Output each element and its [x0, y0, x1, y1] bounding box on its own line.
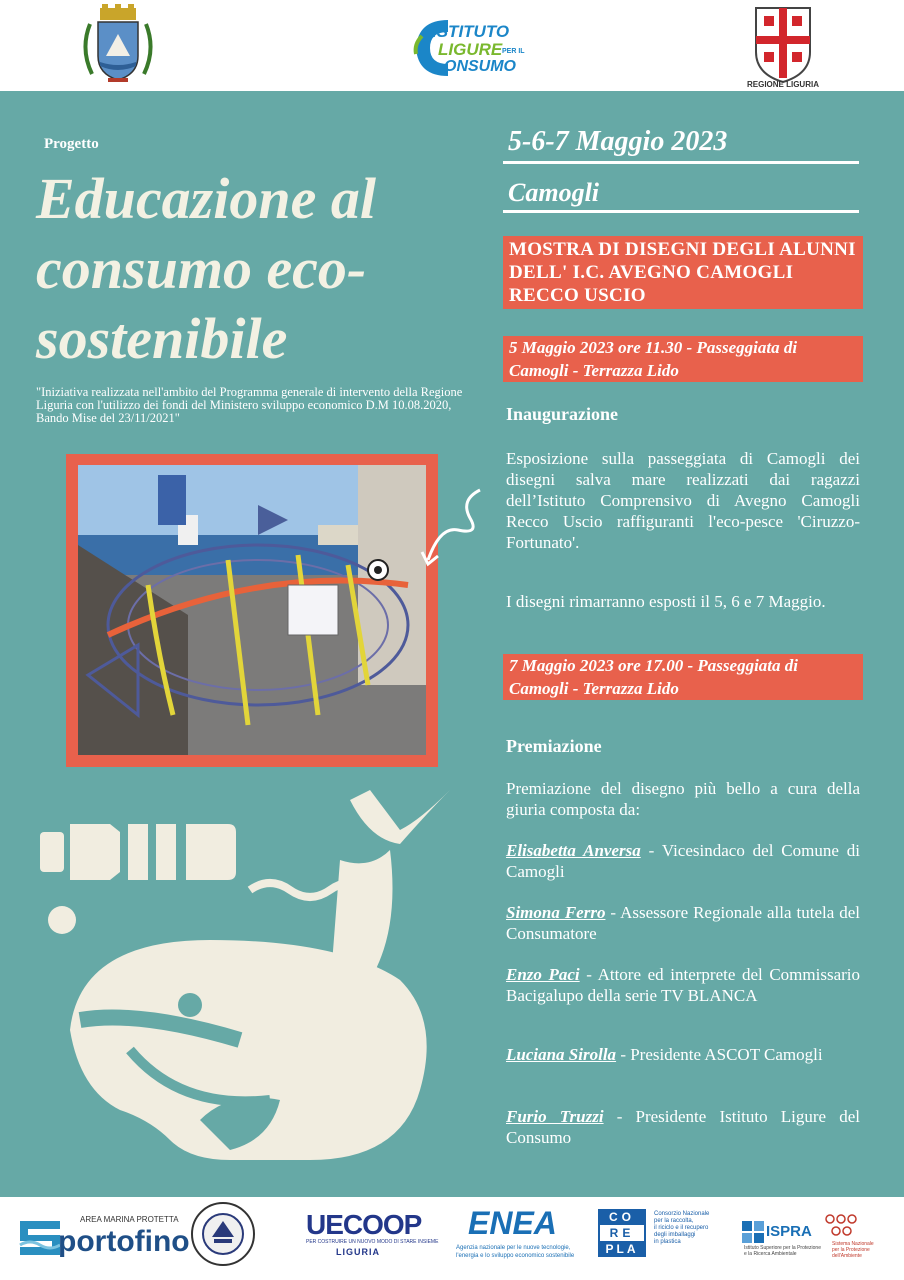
- enea-tagline-2: l'energia e lo sviluppo economico sostenibile: [456, 1253, 575, 1259]
- ilc-line3: ONSUMO: [444, 58, 516, 75]
- portofino-wave-icon: [18, 1215, 62, 1257]
- snpa-tagline: [832, 1241, 874, 1259]
- jury-member: [506, 840, 860, 882]
- jury-member: [506, 1044, 860, 1065]
- ispra-tagline: [744, 1245, 821, 1257]
- eco-fish-sculpture-photo: [78, 465, 426, 755]
- corepla-desc-line: in plastica: [654, 1239, 681, 1245]
- ispra-tag-line: Istituto Superiore per la Protezione: [744, 1245, 821, 1251]
- jury-member-name: Enzo Paci: [506, 965, 580, 984]
- section-premiazione: Premiazione: [506, 736, 602, 756]
- jury-member: [506, 1106, 860, 1148]
- istituto-ligure-consumo-logo: [408, 14, 538, 80]
- exhibit-description: Esposizione sulla passeggiata di Camogli dei disegni salva mare realizzati dai ragazzi dell’Istituto Comprensivo di Avegno Camogli Recco Uscio raffiguranti l'eco-pesce 'Ciruzzo-Fortunato'.: [506, 449, 860, 552]
- jury-member-name: Luciana Sirolla: [506, 1045, 617, 1064]
- divider-line: [503, 210, 859, 213]
- exhibit-dates-note: I disegni rimarranno esposti il 5, 6 e 7 Maggio.: [506, 592, 826, 611]
- whale-and-bottle-illustration: [40, 780, 460, 1180]
- header: [0, 0, 904, 91]
- title-line-1: Educazione al: [36, 166, 376, 231]
- corepla-desc-line: per la raccolta,: [654, 1218, 694, 1224]
- corepla-desc-line: degli imballaggi: [654, 1232, 696, 1238]
- corepla-letters-2: RE: [598, 1225, 646, 1241]
- ilc-line2: LIGURE: [438, 40, 503, 59]
- funding-quote: "Iniziativa realizzata nell'ambito del Programma generale di intervento della Regione Liguria con l'utilizzo dei fondi del Ministero sviluppo economico D.M 10.08.2020, Bando Mise del 23/11/2021": [36, 385, 463, 425]
- regione-liguria-shield-logo: [748, 4, 818, 88]
- enea-logo-text: ENEA: [468, 1205, 557, 1241]
- portofino-logo-text: portofino: [58, 1225, 190, 1258]
- enea-tagline-1: Agenzia nazionale per le nuove tecnologie,: [456, 1245, 571, 1251]
- snpa-tag-line: dell'Ambiente: [832, 1253, 862, 1259]
- corepla-desc-line: il riciclo e il recupero: [654, 1225, 709, 1231]
- corepla-letters-3: PLA: [598, 1241, 646, 1257]
- uecoop-logo-text: UECOOP: [306, 1209, 422, 1240]
- jury-member-role: - Attore ed interprete del Commissario Bacigalupo della serie TV BLANCA: [506, 965, 861, 1005]
- jury-member: [506, 964, 860, 1006]
- jury-member-role: - Presidente ASCOT Camogli: [616, 1045, 823, 1064]
- title-line-3: sostenibile: [36, 306, 288, 371]
- project-kicker: Progetto: [44, 136, 99, 152]
- corepla-desc-line: Consorzio Nazionale: [654, 1211, 710, 1217]
- jury-member-name: Elisabetta Anversa: [506, 841, 641, 860]
- event-dates: 5-6-7 Maggio 2023: [508, 126, 728, 157]
- title-line-2: consumo eco-: [36, 236, 367, 301]
- event-2-banner: 7 Maggio 2023 ore 17.00 - Passeggiata di Camogli - Terrazza Lido: [503, 654, 863, 700]
- camogli-coat-of-arms-logo: [78, 4, 158, 88]
- event-1-banner: 5 Maggio 2023 ore 11.30 - Passeggiata di Camogli - Terrazza Lido: [503, 336, 863, 382]
- ispra-logo-text: ISPRA: [766, 1223, 812, 1240]
- uecoop-region: LIGURIA: [336, 1247, 380, 1257]
- corepla-description: [654, 1211, 709, 1246]
- ispra-tag-line: e la Ricerca Ambientale: [744, 1251, 797, 1257]
- corepla-logo: [598, 1209, 646, 1257]
- award-description: Premiazione del disegno più bello a cura della giuria composta da:: [506, 779, 860, 819]
- uecoop-tagline: PER COSTRUIRE UN NUOVO MODO DI STARE INSIEME: [306, 1239, 439, 1245]
- ilc-line1: ISTITUTO: [432, 22, 510, 41]
- jury-member-name: Simona Ferro: [506, 903, 606, 922]
- regione-liguria-label: REGIONE LIGURIA: [746, 80, 819, 89]
- section-inaugurazione: Inaugurazione: [506, 404, 619, 424]
- jury-member-name: Furio Truzzi: [506, 1107, 604, 1126]
- project-title: [36, 164, 486, 374]
- snpa-dots-icon: [824, 1213, 858, 1239]
- exhibit-banner: MOSTRA DI DISEGNI DEGLI ALUNNI DELL' I.C. AVEGNO CAMOGLI RECCO USCIO: [503, 236, 863, 309]
- curved-arrow-icon: [420, 480, 500, 580]
- jury-member-role: - Presidente Istituto Ligure del Consumo: [506, 1107, 860, 1147]
- sponsor-footer: [0, 1197, 904, 1280]
- divider-line: [503, 161, 859, 164]
- corepla-letters-1: CO: [598, 1209, 646, 1225]
- snpa-tag-line: per la Protezione: [832, 1247, 870, 1253]
- ilc-per-il: PER IL: [502, 48, 525, 55]
- jury-member: [506, 902, 860, 944]
- snpa-tag-line: Sistema Nazionale: [832, 1241, 874, 1247]
- jury-member-role: - Vicesindaco del Comune di Camogli: [506, 841, 860, 881]
- ispra-mark-icon: [742, 1221, 764, 1243]
- jury-member-role: - Assessore Regionale alla tutela del Consumatore: [506, 903, 860, 943]
- portofino-small-label: AREA MARINA PROTETTA: [80, 1215, 179, 1224]
- event-city: Camogli: [508, 178, 600, 207]
- guardia-costiera-seal-logo: [190, 1201, 256, 1267]
